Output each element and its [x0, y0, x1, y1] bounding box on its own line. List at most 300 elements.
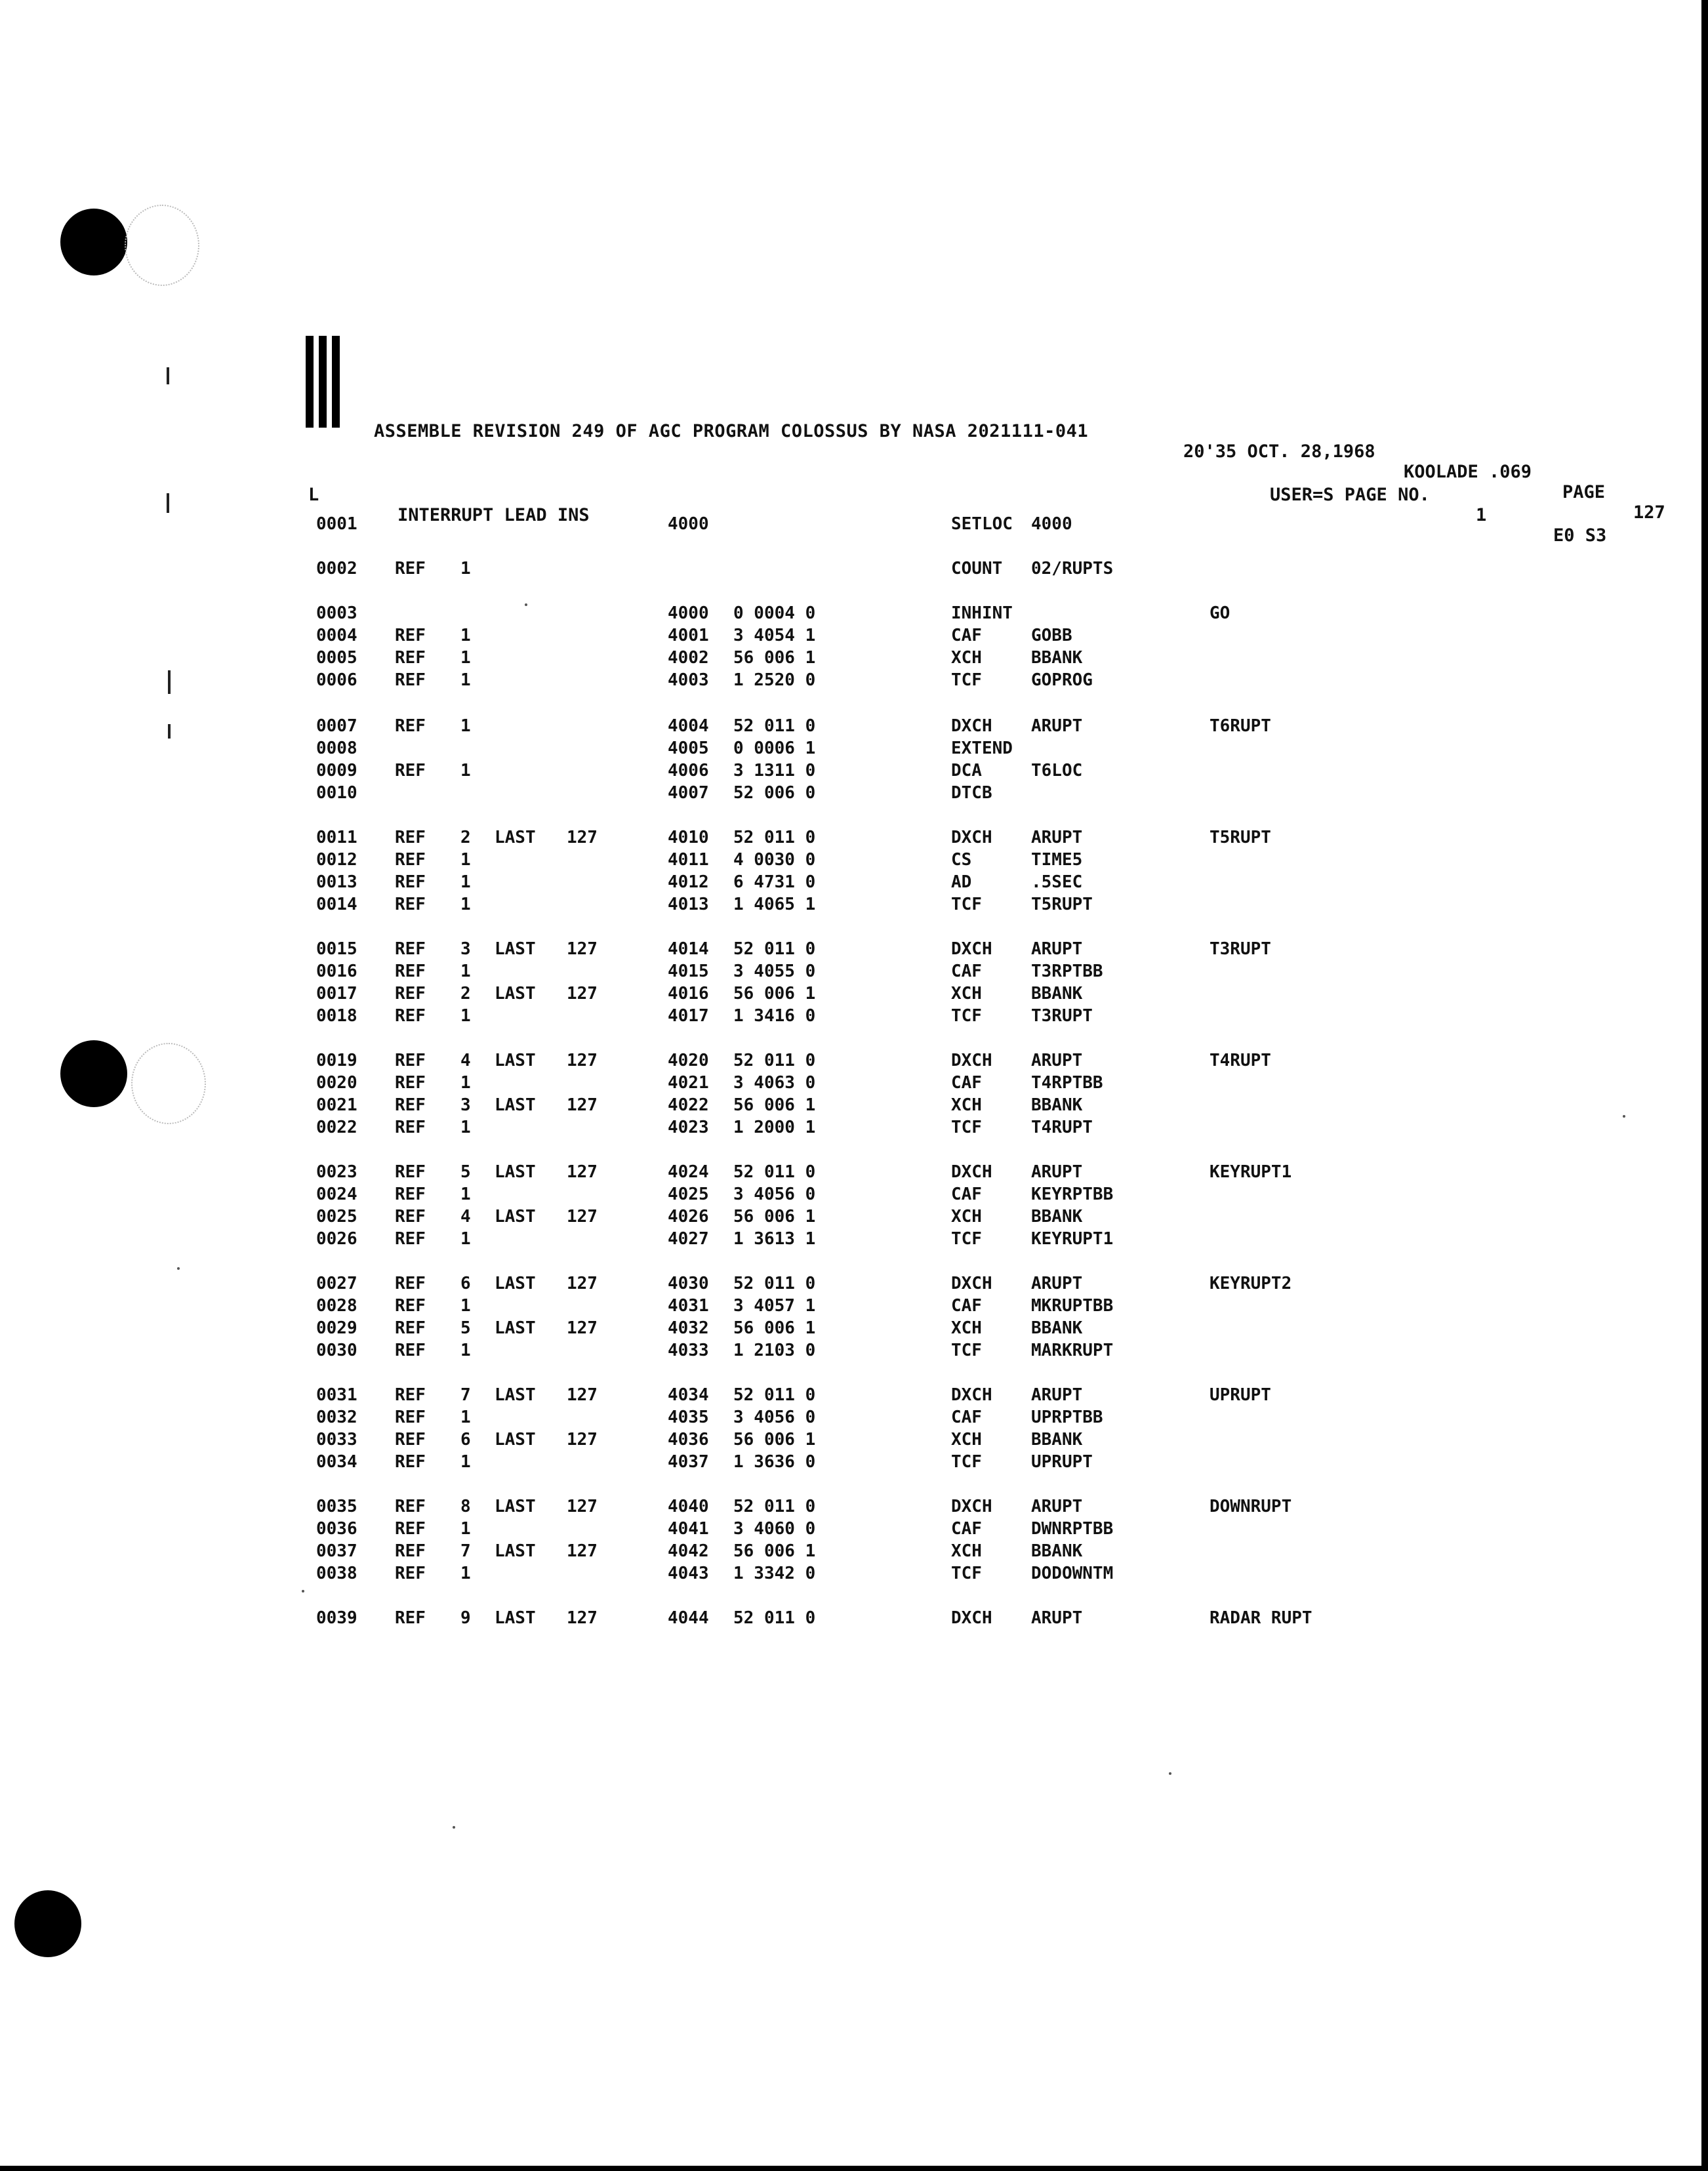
- line-number: 0038: [316, 1564, 357, 1583]
- octal-code: 52 011 0: [733, 716, 816, 736]
- address: 4032: [668, 1318, 709, 1338]
- listing-row: [0, 1006, 1708, 1028]
- octal-code: 1 4065 1: [733, 895, 816, 914]
- address: 4041: [668, 1519, 709, 1539]
- octal-code: 56 006 1: [733, 1541, 816, 1561]
- listing-row: [0, 648, 1708, 670]
- ref-marker: REF: [395, 962, 426, 981]
- listing-row: [0, 1452, 1708, 1474]
- ref-marker: REF: [395, 1185, 426, 1204]
- address: 4003: [668, 670, 709, 690]
- octal-code: 52 011 0: [733, 828, 816, 847]
- address: 4031: [668, 1296, 709, 1316]
- ref-count: 1: [460, 1229, 471, 1249]
- address: 4025: [668, 1185, 709, 1204]
- opcode: XCH: [951, 984, 982, 1004]
- operand: MARKRUPT: [1031, 1341, 1114, 1360]
- last-page: 127: [567, 1541, 598, 1561]
- last-page: 127: [567, 1207, 598, 1227]
- octal-code: 52 011 0: [733, 1385, 816, 1405]
- ref-marker: REF: [395, 1341, 426, 1360]
- opcode: CAF: [951, 1073, 982, 1093]
- last-page: 127: [567, 1051, 598, 1070]
- address: 4021: [668, 1073, 709, 1093]
- operand: ARUPT: [1031, 1274, 1083, 1293]
- ref-marker: REF: [395, 1051, 426, 1070]
- ref-marker: REF: [395, 1207, 426, 1227]
- last-marker: LAST: [495, 1430, 536, 1450]
- listing-row: [0, 1341, 1708, 1363]
- octal-code: 1 2520 0: [733, 670, 816, 690]
- symbol-label: RADAR RUPT: [1210, 1608, 1312, 1628]
- ref-count: 1: [460, 559, 471, 578]
- address: 4012: [668, 872, 709, 892]
- address: 4034: [668, 1385, 709, 1405]
- ref-count: 6: [460, 1274, 471, 1293]
- last-marker: LAST: [495, 1318, 536, 1338]
- ref-marker: REF: [395, 828, 426, 847]
- ref-marker: REF: [395, 1274, 426, 1293]
- ref-count: 6: [460, 1430, 471, 1450]
- ref-marker: REF: [395, 559, 426, 578]
- line-number: 0004: [316, 626, 357, 645]
- octal-code: 4 0030 0: [733, 850, 816, 870]
- address: 4024: [668, 1162, 709, 1182]
- last-marker: LAST: [495, 1497, 536, 1516]
- opcode: TCF: [951, 895, 982, 914]
- symbol-label: KEYRUPT1: [1210, 1162, 1292, 1182]
- listing-row: [0, 670, 1708, 693]
- ref-marker: REF: [395, 626, 426, 645]
- octal-code: 3 4056 0: [733, 1408, 816, 1427]
- operand: KEYRPTBB: [1031, 1185, 1114, 1204]
- operand: ARUPT: [1031, 716, 1083, 736]
- line-number: 0039: [316, 1608, 357, 1628]
- listing-row: [0, 1541, 1708, 1564]
- line-number: 0025: [316, 1207, 357, 1227]
- last-page: 127: [567, 1497, 598, 1516]
- operand: DWNRPTBB: [1031, 1519, 1114, 1539]
- octal-code: 1 2000 1: [733, 1118, 816, 1137]
- address: 4033: [668, 1341, 709, 1360]
- line-number: 0036: [316, 1519, 357, 1539]
- opcode: CAF: [951, 626, 982, 645]
- ref-count: 1: [460, 1341, 471, 1360]
- ref-count: 5: [460, 1162, 471, 1182]
- last-marker: LAST: [495, 1051, 536, 1070]
- ref-count: 4: [460, 1051, 471, 1070]
- octal-code: 1 3636 0: [733, 1452, 816, 1472]
- opcode: DXCH: [951, 1608, 992, 1628]
- ref-marker: REF: [395, 850, 426, 870]
- opcode: DCA: [951, 761, 982, 781]
- address: 4000: [668, 603, 709, 623]
- operand: BBANK: [1031, 1095, 1083, 1115]
- last-page: 127: [567, 1608, 598, 1628]
- last-marker: LAST: [495, 1207, 536, 1227]
- opcode: DXCH: [951, 1385, 992, 1405]
- ref-marker: REF: [395, 1497, 426, 1516]
- opcode: TCF: [951, 1006, 982, 1026]
- listing-row: [0, 1274, 1708, 1296]
- listing-row: [0, 1497, 1708, 1519]
- listing-row: [0, 872, 1708, 895]
- last-page: 127: [567, 828, 598, 847]
- ref-marker: REF: [395, 1608, 426, 1628]
- ref-count: 1: [460, 1296, 471, 1316]
- opcode: CAF: [951, 1408, 982, 1427]
- listing-row: [0, 1229, 1708, 1251]
- line-number: 0029: [316, 1318, 357, 1338]
- ref-marker: REF: [395, 716, 426, 736]
- listing-row: [0, 1073, 1708, 1095]
- opcode: XCH: [951, 1430, 982, 1450]
- octal-code: 52 011 0: [733, 939, 816, 959]
- ref-marker: REF: [395, 1408, 426, 1427]
- line-number: 0019: [316, 1051, 357, 1070]
- opcode: DTCB: [951, 783, 992, 803]
- octal-code: 52 006 0: [733, 783, 816, 803]
- listing-row: [0, 1296, 1708, 1318]
- address: 4026: [668, 1207, 709, 1227]
- listing-row: [0, 1608, 1708, 1631]
- line-number: 0024: [316, 1185, 357, 1204]
- ref-count: 1: [460, 895, 471, 914]
- opcode: DXCH: [951, 1162, 992, 1182]
- operand: BBANK: [1031, 1541, 1083, 1561]
- address: 4004: [668, 716, 709, 736]
- line-number: 0035: [316, 1497, 357, 1516]
- opcode: DXCH: [951, 716, 992, 736]
- job-name: KOOLADE .069: [1404, 462, 1532, 482]
- print-timestamp: 20'35 OCT. 28,1968: [1183, 441, 1375, 462]
- opcode: TCF: [951, 1452, 982, 1472]
- address: 4014: [668, 939, 709, 959]
- ref-count: 1: [460, 872, 471, 892]
- operand: ARUPT: [1031, 1608, 1083, 1628]
- line-number: 0023: [316, 1162, 357, 1182]
- octal-code: 52 011 0: [733, 1051, 816, 1070]
- address: 4002: [668, 648, 709, 668]
- ref-marker: REF: [395, 1564, 426, 1583]
- ref-count: 3: [460, 1095, 471, 1115]
- ref-count: 7: [460, 1385, 471, 1405]
- opcode: AD: [951, 872, 972, 892]
- ref-count: 8: [460, 1497, 471, 1516]
- ref-marker: REF: [395, 939, 426, 959]
- last-page: 127: [567, 984, 598, 1004]
- operand: BBANK: [1031, 984, 1083, 1004]
- scan-speck: [1623, 1115, 1625, 1118]
- line-number: 0028: [316, 1296, 357, 1316]
- line-number: 0033: [316, 1430, 357, 1450]
- listing-row: [0, 603, 1708, 626]
- octal-code: 3 4056 0: [733, 1185, 816, 1204]
- line-number: 0003: [316, 603, 357, 623]
- line-number: 0006: [316, 670, 357, 690]
- opcode: CAF: [951, 1519, 982, 1539]
- octal-code: 3 4057 1: [733, 1296, 816, 1316]
- ref-count: 7: [460, 1541, 471, 1561]
- opcode: XCH: [951, 1541, 982, 1561]
- scan-speck: [302, 1590, 304, 1593]
- opcode: TCF: [951, 1229, 982, 1249]
- ref-count: 1: [460, 1519, 471, 1539]
- address: 4040: [668, 1497, 709, 1516]
- ref-marker: REF: [395, 1073, 426, 1093]
- bank-code: E0 S3: [1553, 525, 1607, 546]
- listing-row: [0, 1118, 1708, 1140]
- ref-count: 5: [460, 1318, 471, 1338]
- line-number: 0021: [316, 1095, 357, 1115]
- octal-code: 52 011 0: [733, 1497, 816, 1516]
- address: 4044: [668, 1608, 709, 1628]
- line-number: 0031: [316, 1385, 357, 1405]
- octal-code: 56 006 1: [733, 1318, 816, 1338]
- ref-marker: REF: [395, 761, 426, 781]
- address: 4022: [668, 1095, 709, 1115]
- octal-code: 1 3416 0: [733, 1006, 816, 1026]
- octal-code: 3 4060 0: [733, 1519, 816, 1539]
- ref-count: 1: [460, 670, 471, 690]
- ref-marker: REF: [395, 1541, 426, 1561]
- operand: ARUPT: [1031, 939, 1083, 959]
- ref-marker: REF: [395, 648, 426, 668]
- last-page: 127: [567, 1274, 598, 1293]
- operand: ARUPT: [1031, 828, 1083, 847]
- octal-code: 52 011 0: [733, 1608, 816, 1628]
- last-marker: LAST: [495, 1095, 536, 1115]
- symbol-label: UPRUPT: [1210, 1385, 1271, 1405]
- listing-row: [0, 1430, 1708, 1452]
- scan-speck: [1169, 1772, 1171, 1775]
- listing-row: [0, 761, 1708, 783]
- opcode: EXTEND: [951, 739, 1013, 758]
- ref-count: 1: [460, 850, 471, 870]
- line-number: 0007: [316, 716, 357, 736]
- octal-code: 52 011 0: [733, 1274, 816, 1293]
- operand: TIME5: [1031, 850, 1083, 870]
- listing-row: [0, 626, 1708, 648]
- last-page: 127: [567, 1162, 598, 1182]
- opcode: CAF: [951, 1296, 982, 1316]
- operand: 02/RUPTS: [1031, 559, 1114, 578]
- opcode: INHINT: [951, 603, 1013, 623]
- last-marker: LAST: [495, 1385, 536, 1405]
- operand: T3RPTBB: [1031, 962, 1103, 981]
- ref-count: 1: [460, 716, 471, 736]
- listing-row: [0, 783, 1708, 805]
- operand: BBANK: [1031, 648, 1083, 668]
- listing-row: [0, 1051, 1708, 1073]
- last-marker: LAST: [495, 828, 536, 847]
- listing-row: [0, 716, 1708, 739]
- line-number: 0027: [316, 1274, 357, 1293]
- ref-marker: REF: [395, 984, 426, 1004]
- ref-marker: REF: [395, 1318, 426, 1338]
- line-number: 0016: [316, 962, 357, 981]
- address: 4011: [668, 850, 709, 870]
- address: 4006: [668, 761, 709, 781]
- line-number: 0001: [316, 514, 357, 534]
- listing-row: [0, 739, 1708, 761]
- symbol-label: GO: [1210, 603, 1230, 623]
- ref-count: 1: [460, 1118, 471, 1137]
- opcode: DXCH: [951, 939, 992, 959]
- last-marker: LAST: [495, 1162, 536, 1182]
- operand: 4000: [1031, 514, 1072, 534]
- ref-count: 1: [460, 1452, 471, 1472]
- section-marker: L: [308, 485, 319, 505]
- operand: T4RUPT: [1031, 1118, 1093, 1137]
- line-number: 0022: [316, 1118, 357, 1137]
- ref-marker: REF: [395, 1519, 426, 1539]
- address: 4037: [668, 1452, 709, 1472]
- last-marker: LAST: [495, 1541, 536, 1561]
- opcode: SETLOC: [951, 514, 1013, 534]
- ref-count: 1: [460, 1185, 471, 1204]
- opcode: TCF: [951, 1564, 982, 1583]
- address: 4015: [668, 962, 709, 981]
- octal-code: 0 0004 0: [733, 603, 816, 623]
- opcode: TCF: [951, 670, 982, 690]
- address: 4030: [668, 1274, 709, 1293]
- address: 4036: [668, 1430, 709, 1450]
- line-number: 0032: [316, 1408, 357, 1427]
- scan-speck: [177, 1267, 180, 1270]
- symbol-label: DOWNRUPT: [1210, 1497, 1292, 1516]
- octal-code: 1 3613 1: [733, 1229, 816, 1249]
- last-marker: LAST: [495, 1274, 536, 1293]
- opcode: XCH: [951, 1207, 982, 1227]
- ref-marker: REF: [395, 1162, 426, 1182]
- last-marker: LAST: [495, 1608, 536, 1628]
- opcode: XCH: [951, 648, 982, 668]
- address: 4043: [668, 1564, 709, 1583]
- octal-code: 3 4054 1: [733, 626, 816, 645]
- octal-code: 3 4055 0: [733, 962, 816, 981]
- ref-marker: REF: [395, 1118, 426, 1137]
- ref-count: 2: [460, 984, 471, 1004]
- octal-code: 3 1311 0: [733, 761, 816, 781]
- octal-code: 56 006 1: [733, 648, 816, 668]
- ref-marker: REF: [395, 670, 426, 690]
- opcode: DXCH: [951, 1497, 992, 1516]
- scan-speck: [525, 603, 527, 606]
- listing-row: [0, 895, 1708, 917]
- ref-count: 1: [460, 1564, 471, 1583]
- opcode: XCH: [951, 1318, 982, 1338]
- operand: T3RUPT: [1031, 1006, 1093, 1026]
- ref-count: 1: [460, 962, 471, 981]
- operand: GOBB: [1031, 626, 1072, 645]
- opcode: TCF: [951, 1118, 982, 1137]
- ref-count: 1: [460, 626, 471, 645]
- ref-marker: REF: [395, 1452, 426, 1472]
- ref-count: 1: [460, 1006, 471, 1026]
- octal-code: 56 006 1: [733, 984, 816, 1004]
- listing-row: [0, 514, 1708, 537]
- page-number: 127: [1633, 502, 1665, 523]
- listing-row: [0, 1385, 1708, 1408]
- operand: ARUPT: [1031, 1051, 1083, 1070]
- address: 4013: [668, 895, 709, 914]
- user-page-number: 1: [1476, 505, 1487, 525]
- octal-code: 1 2103 0: [733, 1341, 816, 1360]
- listing-row: [0, 1318, 1708, 1341]
- last-page: 127: [567, 1385, 598, 1405]
- page-label: PAGE: [1562, 482, 1606, 502]
- line-number: 0020: [316, 1073, 357, 1093]
- listing-row: [0, 1207, 1708, 1229]
- address: 4005: [668, 739, 709, 758]
- assembly-title: ASSEMBLE REVISION 249 OF AGC PROGRAM COLOSSUS BY NASA 2021111-041: [374, 421, 1089, 441]
- ref-count: 1: [460, 1073, 471, 1093]
- line-number: 0037: [316, 1541, 357, 1561]
- last-page: 127: [567, 939, 598, 959]
- line-number: 0015: [316, 939, 357, 959]
- operand: T5RUPT: [1031, 895, 1093, 914]
- line-number: 0011: [316, 828, 357, 847]
- operand: T4RPTBB: [1031, 1073, 1103, 1093]
- line-number: 0005: [316, 648, 357, 668]
- octal-code: 1 3342 0: [733, 1564, 816, 1583]
- ref-marker: REF: [395, 1385, 426, 1405]
- last-marker: LAST: [495, 984, 536, 1004]
- operand: UPRUPT: [1031, 1452, 1093, 1472]
- user-page-label: USER=S PAGE NO.: [1270, 485, 1430, 505]
- opcode: DXCH: [951, 1274, 992, 1293]
- operand: BBANK: [1031, 1430, 1083, 1450]
- address: 4007: [668, 783, 709, 803]
- ref-count: 2: [460, 828, 471, 847]
- operand: MKRUPTBB: [1031, 1296, 1114, 1316]
- ref-count: 1: [460, 761, 471, 781]
- symbol-label: T3RUPT: [1210, 939, 1271, 959]
- last-page: 127: [567, 1318, 598, 1338]
- ref-count: 3: [460, 939, 471, 959]
- line-number: 0030: [316, 1341, 357, 1360]
- ref-marker: REF: [395, 1095, 426, 1115]
- listing-row: [0, 559, 1708, 581]
- scan-speck: [453, 1826, 455, 1829]
- line-number: 0009: [316, 761, 357, 781]
- listing-row: [0, 828, 1708, 850]
- operand: UPRPTBB: [1031, 1408, 1103, 1427]
- listing-row: [0, 1095, 1708, 1118]
- line-number: 0026: [316, 1229, 357, 1249]
- last-marker: LAST: [495, 939, 536, 959]
- address: 4035: [668, 1408, 709, 1427]
- operand: GOPROG: [1031, 670, 1093, 690]
- section-title: INTERRUPT LEAD INS: [397, 505, 590, 525]
- operand: DODOWNTM: [1031, 1564, 1114, 1583]
- address: 4017: [668, 1006, 709, 1026]
- operand: ARUPT: [1031, 1497, 1083, 1516]
- octal-code: 56 006 1: [733, 1095, 816, 1115]
- symbol-label: T6RUPT: [1210, 716, 1271, 736]
- octal-code: 56 006 1: [733, 1207, 816, 1227]
- operand: BBANK: [1031, 1318, 1083, 1338]
- opcode: TCF: [951, 1341, 982, 1360]
- listing-row: [0, 984, 1708, 1006]
- opcode: DXCH: [951, 1051, 992, 1070]
- symbol-label: T5RUPT: [1210, 828, 1271, 847]
- ref-count: 4: [460, 1207, 471, 1227]
- opcode: DXCH: [951, 828, 992, 847]
- ref-marker: REF: [395, 895, 426, 914]
- last-page: 127: [567, 1430, 598, 1450]
